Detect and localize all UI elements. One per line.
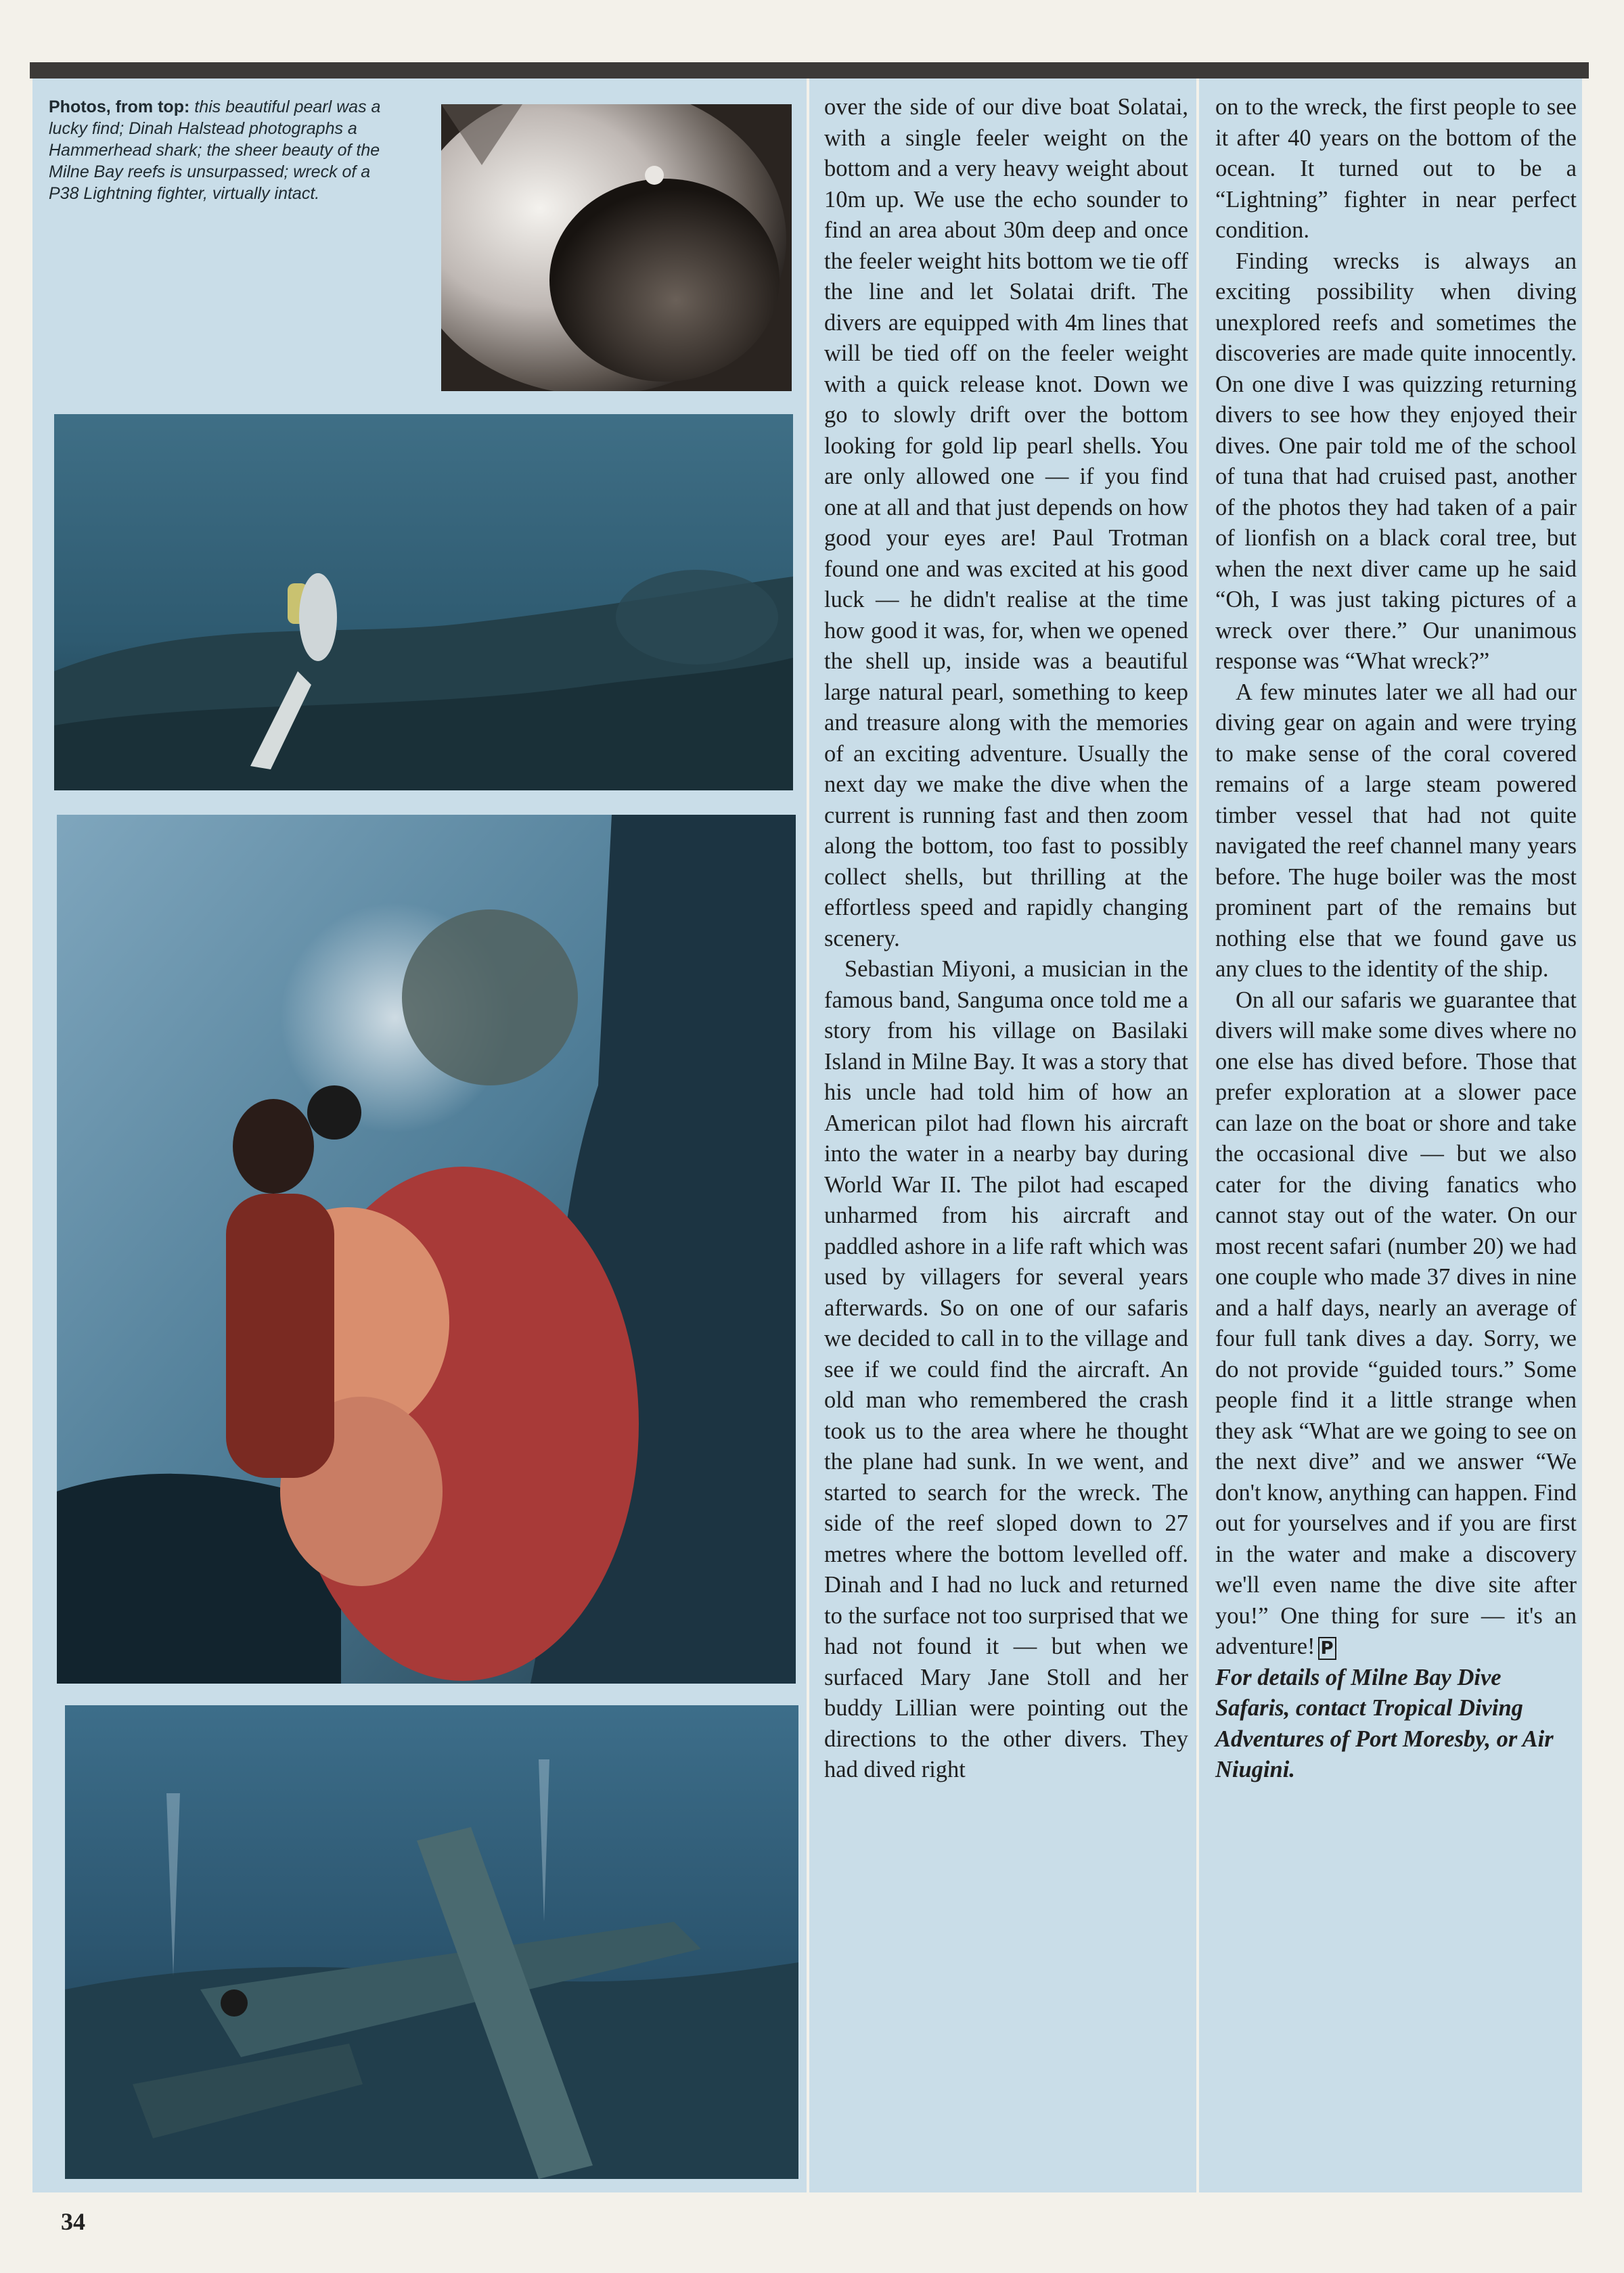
middle-text-column: [824, 92, 1188, 1786]
caption-text: this beautiful pearl was a lucky find; Dinah Halstead photographs a Hammerhead shark; the sheer beauty of the Milne Bay reefs is unsurpassed; wreck of a P38 Lightning fighter, virtually intact.: [49, 97, 381, 203]
right-paragraph-1: on to the wreck, the first people to see it after 40 years on the bottom of the ocean. It turned out to be a “Lightning” fighter in near perfect condition.: [1215, 94, 1577, 243]
closing-details: For details of Milne Bay Dive Safaris, contact Tropical Diving Adventures of Port Moresby, or Air Niugini.: [1215, 1664, 1554, 1782]
right-paragraph-4: [1215, 985, 1577, 1663]
right-text-column: [1215, 92, 1577, 1786]
wreck-photo: [65, 1705, 798, 2179]
top-rule: [30, 62, 1589, 78]
right-paragraph-2: Finding wrecks is always an exciting possibility when diving unexplored reefs and sometimes the discoveries are made quite innocently. On one dive I was quizzing returning divers to see how they enjoyed their dives. One pair told me of the school of tuna that had cruised past, another of the photos they had taken of a pair of lionfish on a black coral tree, but when the next diver came up he said “Oh, I was just taking pictures of a wreck over there.” Our unanimous response was “What wreck?”: [1215, 248, 1577, 674]
right-paragraph-3: A few minutes later we all had our diving gear on again and were trying to make sense of the coral covered remains of a large steam powered timber vessel that had not quite navigated the reef channel many years before. The huge boiler was the most prominent part of the remains but nothing else that we found gave us any clues to the identity of the ship.: [1215, 679, 1577, 982]
photo-caption: [49, 96, 387, 204]
right-paragraph-4-text: On all our safaris we guarantee that divers will make some dives where no one else has dived before. Those that prefer exploration at a slower pace can laze on the boat or shore and take the occasional dive — but we also cater for the diving fanatics who cannot stay out of the water. On our most recent safari (number 20) we had one couple who made 37 dives in nine and a half days, nearly an average of four full tank dives a day. Sorry, we do not provide “guided tours.” Some people find it a little strange when they ask “What are we going to see on the next dive” and we answer “We don't know, anything can happen. Find out for yourselves and if you are first in the water and make a discovery we'll even name the dive site after you!” One thing for sure — it's an adventure!: [1215, 987, 1577, 1659]
pearl-photo: [441, 104, 792, 391]
diver-reef-photo: [54, 414, 793, 790]
sea-fan-diver-photo: [57, 815, 796, 1684]
middle-paragraph-1: over the side of our dive boat Solatai, with a single feeler weight on the bottom and a very heavy weight about 10m up. We use the echo sounder to find an area about 30m deep and once the feeler weight hits bottom we tie off the line and let Solatai drift. The divers are equipped with 4m lines that will be tied off on the feeler weight with a quick release knot. Down we go to slowly drift over the bottom looking for gold lip pearl shells. You are only allowed one — if you find one at all and that just depends on how good your eyes are! Paul Trotman found one and was excited at his good luck — he didn't realise at the time how good it was, for, when we opened the shell up, inside was a beautiful large natural pearl, something to keep and treasure along with the memories of an exciting adventure. Usually the next day we make the dive when the current is running fast and then zoom along the bottom, too fast to possibly collect shells, but thrilling at the effortless speed and rapidly changing scenery.: [824, 94, 1188, 951]
caption-lead: Photos, from top:: [49, 97, 190, 116]
page-number: 34: [61, 2208, 85, 2235]
middle-paragraph-2: Sebastian Miyoni, a musician in the famous band, Sanguma once told me a story from his village on Basilaki Island in Milne Bay. It was a story that his uncle had told him of how an American pilot had flown his aircraft into the water in a nearby bay during World War II. The pilot had escaped unharmed from his aircraft and paddled ashore in a life raft which was used by villagers for several years afterwards. So on one of our safaris we decided to call in to the village and see if we could find the aircraft. An old man who remembered the crash took us to the area where he thought the plane had sunk. In we went, and started to search for the wreck. The side of the reef sloped down to 27 metres where the bottom levelled off. Dinah and I had no luck and returned to the surface not too surprised that we had not found it — but when we surfaced Mary Jane Stoll and her buddy Lillian were pointing out the directions to the other divers. They had dived right: [824, 956, 1188, 1782]
end-mark-icon: P: [1318, 1637, 1336, 1660]
